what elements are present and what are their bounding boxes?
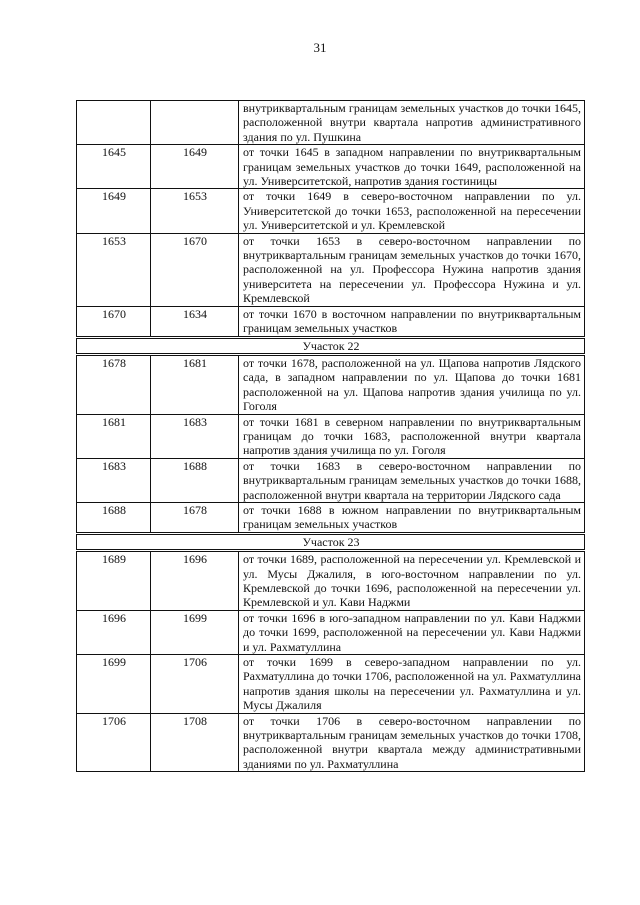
table-row [77,189,585,233]
to-point-cell: 1681 [151,354,239,414]
to-point-cell: 1708 [151,713,239,772]
from-point-cell: 1689 [77,551,151,611]
from-point-cell: 1696 [77,610,151,654]
description-cell: от точки 1645 в западном направлении по внутриквартальным границам земельных участков до точки 1649, расположенной на ул. Университетской, напротив здания гостиницы [239,145,585,189]
from-point-cell: 1706 [77,713,151,772]
table-row [77,502,585,533]
section-title: Участок 22 [77,337,585,354]
page-number: 31 [313,40,327,55]
to-point-cell: 1696 [151,551,239,611]
from-point-cell: 1649 [77,189,151,233]
table-row [77,610,585,654]
section-title: Участок 23 [77,533,585,550]
from-point-cell [77,101,151,145]
description-cell: от точки 1670 в восточном направлении по внутриквартальным границам земельных участков [239,306,585,337]
to-point-cell [151,101,239,145]
description-cell: от точки 1683 в северо-восточном направлении по внутриквартальным границам земельных участков до точки 1688, расположенной внутри квартала на территории Лядского сада [239,458,585,502]
boundary-table [76,100,585,772]
from-point-cell: 1683 [77,458,151,502]
from-point-cell: 1645 [77,145,151,189]
to-point-cell: 1649 [151,145,239,189]
table-row [77,713,585,772]
to-point-cell: 1634 [151,306,239,337]
from-point-cell: 1681 [77,414,151,458]
to-point-cell: 1688 [151,458,239,502]
table-row [77,655,585,714]
from-point-cell: 1670 [77,306,151,337]
table-row [77,354,585,414]
from-point-cell: 1653 [77,233,151,306]
description-cell: от точки 1706 в северо-восточном направлении по внутриквартальным границам земельных участков до точки 1708, расположенной внутри квартала между административными зданиями по ул. Рахматуллина [239,713,585,772]
description-cell: от точки 1649 в северо-восточном направлении по ул. Университетской до точки 1653, расположенной на пересечении ул. Университетской и ул. Кремлевской [239,189,585,233]
table-row [77,145,585,189]
table-row [77,551,585,611]
to-point-cell: 1683 [151,414,239,458]
description-cell: от точки 1696 в юго-западном направлении по ул. Кави Наджми до точки 1699, расположенной на пересечении ул. Кави Наджми и ул. Рахматуллина [239,610,585,654]
section-header-row [77,337,585,354]
description-cell: от точки 1653 в северо-восточном направлении по внутриквартальным границам земельных участков до точки 1670, расположенной на ул. Профессора Нужина напротив здания университета на пересечении ул. Профессора Нужина и ул. Кремлевской [239,233,585,306]
table-row [77,306,585,337]
to-point-cell: 1670 [151,233,239,306]
from-point-cell: 1688 [77,502,151,533]
description-cell: от точки 1688 в южном направлении по внутриквартальным границам земельных участков [239,502,585,533]
description-cell: внутриквартальным границам земельных участков до точки 1645, расположенной внутри квартала напротив административного здания по ул. Пушкина [239,101,585,145]
description-cell: от точки 1681 в северном направлении по внутриквартальным границам до точки 1683, расположенной внутри квартала напротив здания училища по ул. Гоголя [239,414,585,458]
description-cell: от точки 1689, расположенной на пересечении ул. Кремлевской и ул. Мусы Джалиля, в юго-восточном направлении по ул. Кремлевской до точки 1696, расположенной на пересечении ул. Кремлевской и ул. Кави Наджми [239,551,585,611]
to-point-cell: 1678 [151,502,239,533]
table-row [77,101,585,145]
section-header-row [77,533,585,550]
table-row [77,414,585,458]
from-point-cell: 1699 [77,655,151,714]
to-point-cell: 1706 [151,655,239,714]
to-point-cell: 1699 [151,610,239,654]
description-cell: от точки 1699 в северо-западном направлении по ул. Рахматуллина до точки 1706, расположенной на ул. Рахматуллина напротив здания школы на пересечении ул. Рахматуллина и ул. Мусы Джалиля [239,655,585,714]
table-row [77,458,585,502]
to-point-cell: 1653 [151,189,239,233]
from-point-cell: 1678 [77,354,151,414]
description-cell: от точки 1678, расположенной на ул. Щапова напротив Лядского сада, в западном направлении по ул. Щапова до точки 1681 расположенной на ул. Щапова напротив здания училища по ул. Гоголя [239,354,585,414]
table-row [77,233,585,306]
